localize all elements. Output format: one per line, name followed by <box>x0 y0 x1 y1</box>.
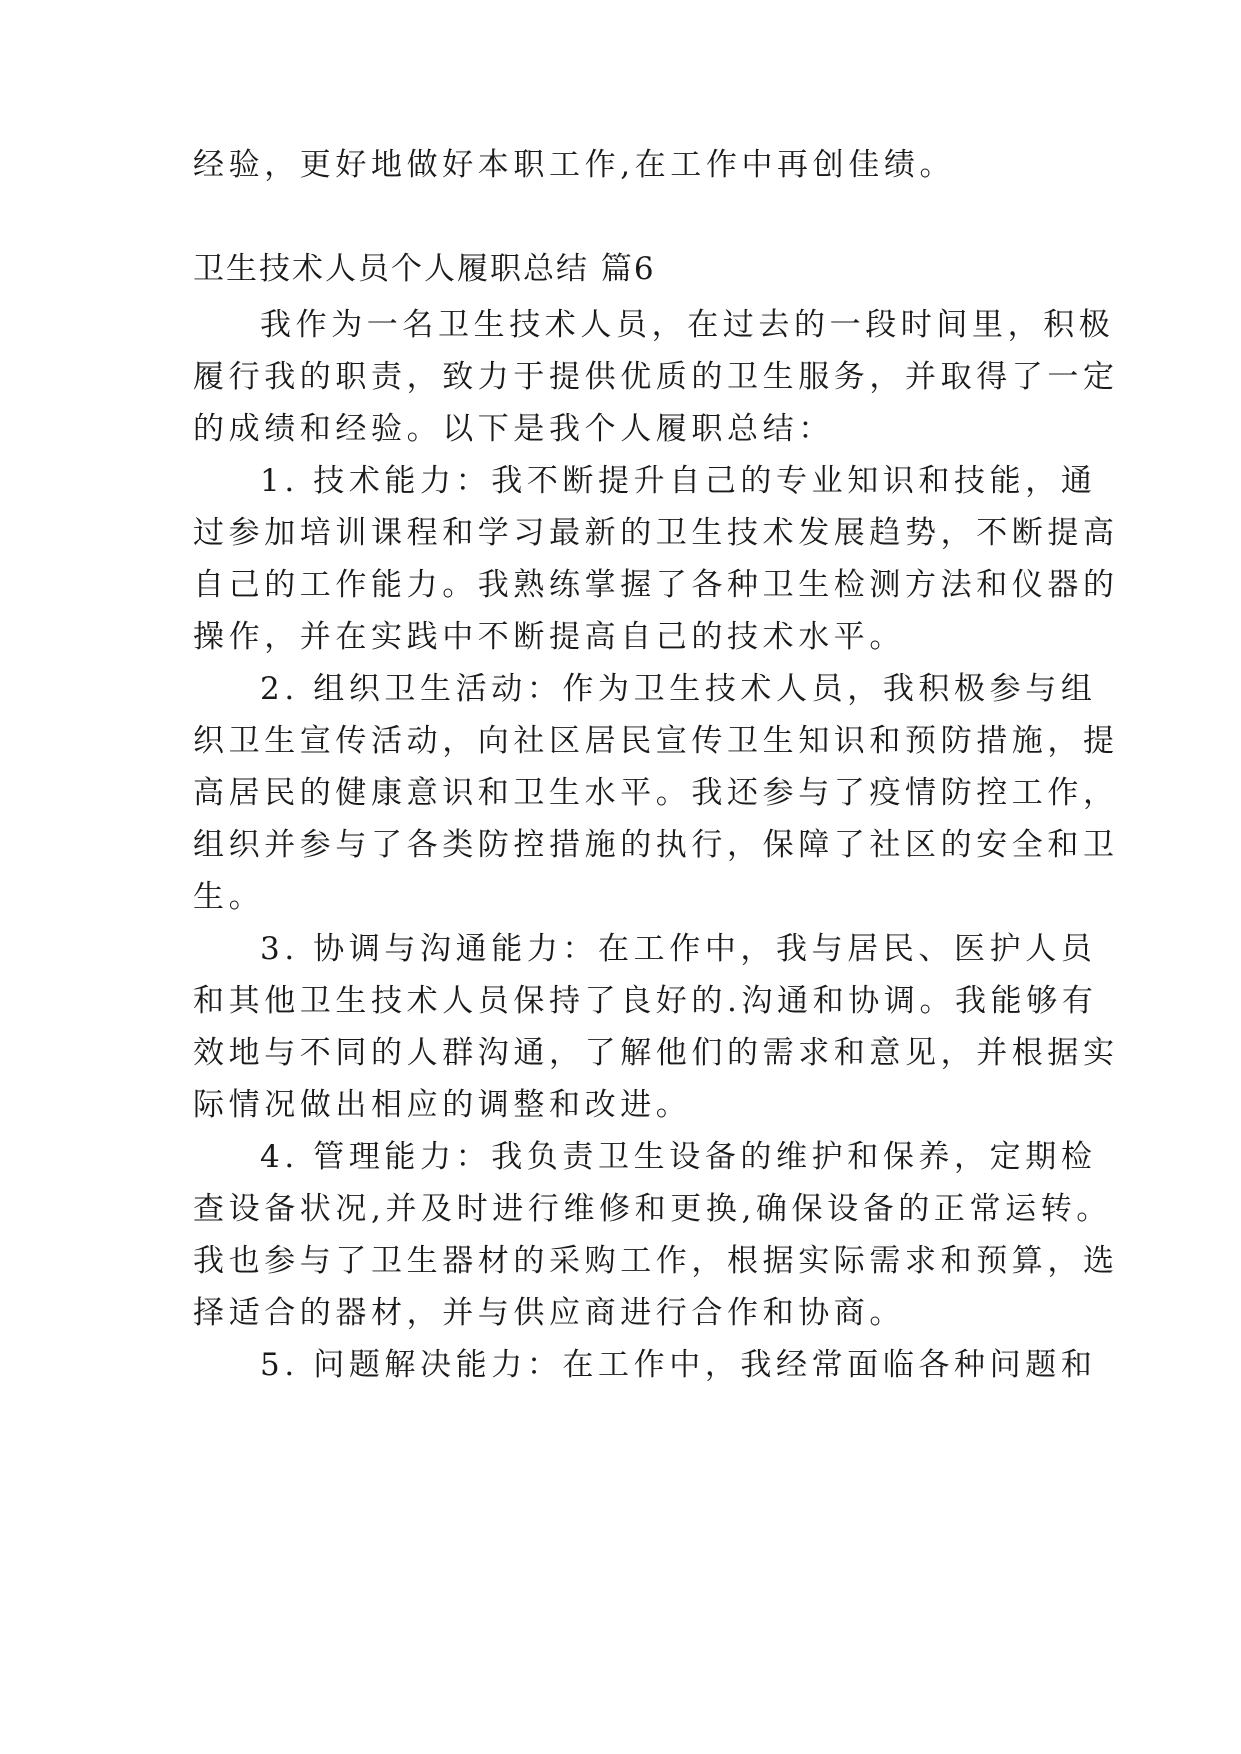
list-item-line: 高居民的健康意识和卫生水平。我还参与了疫情防控工作， <box>193 775 1119 811</box>
list-item-line: 织卫生宣传活动，向社区居民宣传卫生知识和预防措施，提 <box>193 723 1119 759</box>
section-title: 卫生技术人员个人履职总结 篇6 <box>193 251 656 287</box>
list-item-line: 我也参与了卫生器材的采购工作，根据实际需求和预算，选 <box>193 1243 1119 1279</box>
list-item-line: 效地与不同的人群沟通，了解他们的需求和意见，并根据实 <box>193 1035 1119 1071</box>
paragraph-line: 我作为一名卫生技术人员，在过去的一段时间里，积极 <box>260 307 1115 343</box>
paragraph-line: 的成绩和经验。以下是我个人履职总结： <box>193 411 834 447</box>
paragraph-line: 履行我的职责，致力于提供优质的卫生服务，并取得了一定 <box>193 359 1119 395</box>
list-item-line: 2. 组织卫生活动：作为卫生技术人员，我积极参与组 <box>260 671 1097 707</box>
list-item-line: 查设备状况,并及时进行维修和更换,确保设备的正常运转。 <box>193 1191 1112 1227</box>
list-item-line: 4. 管理能力：我负责卫生设备的维护和保养，定期检 <box>260 1139 1097 1175</box>
list-item-line: 操作，并在实践中不断提高自己的技术水平。 <box>193 619 905 655</box>
list-item-line: 过参加培训课程和学习最新的卫生技术发展趋势，不断提高 <box>193 515 1119 551</box>
list-item-line: 1. 技术能力：我不断提升自己的专业知识和技能，通 <box>260 463 1097 499</box>
list-item-line: 5. 问题解决能力：在工作中，我经常面临各种问题和 <box>260 1347 1097 1383</box>
list-item-line: 择适合的器材，并与供应商进行合作和协商。 <box>193 1295 905 1331</box>
list-item-line: 际情况做出相应的调整和改进。 <box>193 1087 692 1123</box>
carryover-line: 经验，更好地做好本职工作,在工作中再创佳绩。 <box>193 147 956 183</box>
list-item-line: 生。 <box>193 879 265 915</box>
list-item-line: 和其他卫生技术人员保持了良好的.沟通和协调。我能够有 <box>193 983 1098 1019</box>
list-item-line: 3. 协调与沟通能力：在工作中，我与居民、医护人员 <box>260 931 1097 967</box>
list-item-line: 自己的工作能力。我熟练掌握了各种卫生检测方法和仪器的 <box>193 567 1119 603</box>
list-item-line: 组织并参与了各类防控措施的执行，保障了社区的安全和卫 <box>193 827 1119 863</box>
